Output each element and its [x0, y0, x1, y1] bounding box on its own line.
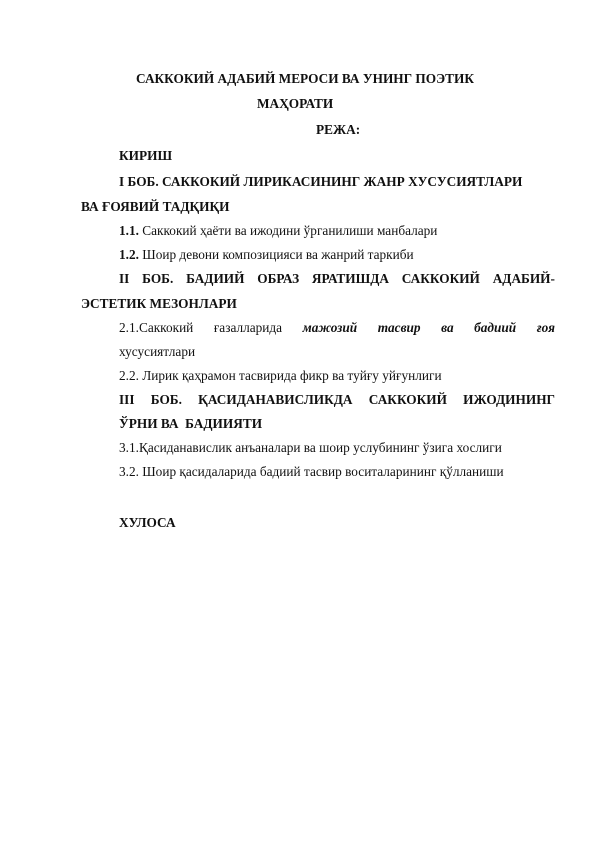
section-3-1: 3.1.Қасиданавислик анъаналари ва шоир услубининг ўзига хослиги — [119, 440, 502, 455]
title-word: ОБРАЗ — [257, 271, 300, 286]
title-word: БОБ. — [150, 392, 182, 407]
title-word: САККОКИЙ — [368, 392, 447, 407]
section-word: тасвир — [377, 320, 421, 335]
title-word: III — [119, 392, 135, 407]
section-word: мажозий — [302, 320, 358, 335]
section-number: 1.2. — [119, 247, 139, 262]
title-word: ЯРАТИШДА — [311, 271, 389, 286]
section-text: Шоир девони композицияси ва жанрий таркиби — [138, 247, 414, 262]
section-word: ғазалларида — [213, 320, 283, 335]
section-word: ғоя — [536, 320, 555, 335]
chapter3-title-line2: ЎРНИ ВА БАДИИЯТИ — [119, 416, 263, 431]
chapter2-title-line2: ЭСТЕТИК МЕЗОНЛАРИ — [81, 296, 237, 311]
plan-heading: РЕЖА: — [316, 122, 361, 137]
title-word: II — [119, 271, 130, 286]
section-2-2: 2.2. Лирик қаҳрамон тасвирида фикр ва туйғу уйғунлиги — [119, 368, 442, 383]
section-2-1 — [119, 320, 555, 336]
conclusion-heading: ХУЛОСА — [119, 515, 176, 530]
title-word: БОБ. — [142, 271, 174, 286]
chapter3-title-line1 — [119, 392, 555, 408]
title-word: ИЖОДИНИНГ — [463, 392, 555, 407]
section-3-2: 3.2. Шоир қасидаларида бадиий тасвир воситаларининг қўлланиши — [119, 464, 504, 479]
intro-heading: КИРИШ — [119, 148, 173, 163]
title-word: САККОКИЙ — [401, 271, 480, 286]
chapter1-title-line2: ВА ҒОЯВИЙ ТАДҚИҚИ — [81, 199, 230, 214]
section-1-1 — [119, 223, 437, 239]
section-word: 2.1.Саккокий — [119, 320, 194, 335]
section-text: Саккокий ҳаёти ва ижодини ўрганилиши манбалари — [138, 223, 438, 238]
section-word: бадиий — [474, 320, 517, 335]
title-line-2: МАҲОРАТИ — [257, 96, 334, 111]
chapter2-title-line1 — [119, 271, 555, 287]
section-1-2 — [119, 247, 414, 263]
chapter1-title-line1: I БОБ. САККОКИЙ ЛИРИКАСИНИНГ ЖАНР ХУСУСИЯТЛАРИ — [119, 174, 523, 189]
section-2-1-continued: хусусиятлари — [119, 344, 196, 359]
title-word: БАДИИЙ — [186, 271, 245, 286]
section-word: ва — [441, 320, 454, 335]
title-word: АДАБИЙ- — [492, 271, 555, 286]
title-word: ҚАСИДАНАВИСЛИКДА — [198, 392, 353, 407]
title-line-1: САККОКИЙ АДАБИЙ МЕРОСИ ВА УНИНГ ПОЭТИК — [136, 71, 474, 86]
section-number: 1.1. — [119, 223, 139, 238]
